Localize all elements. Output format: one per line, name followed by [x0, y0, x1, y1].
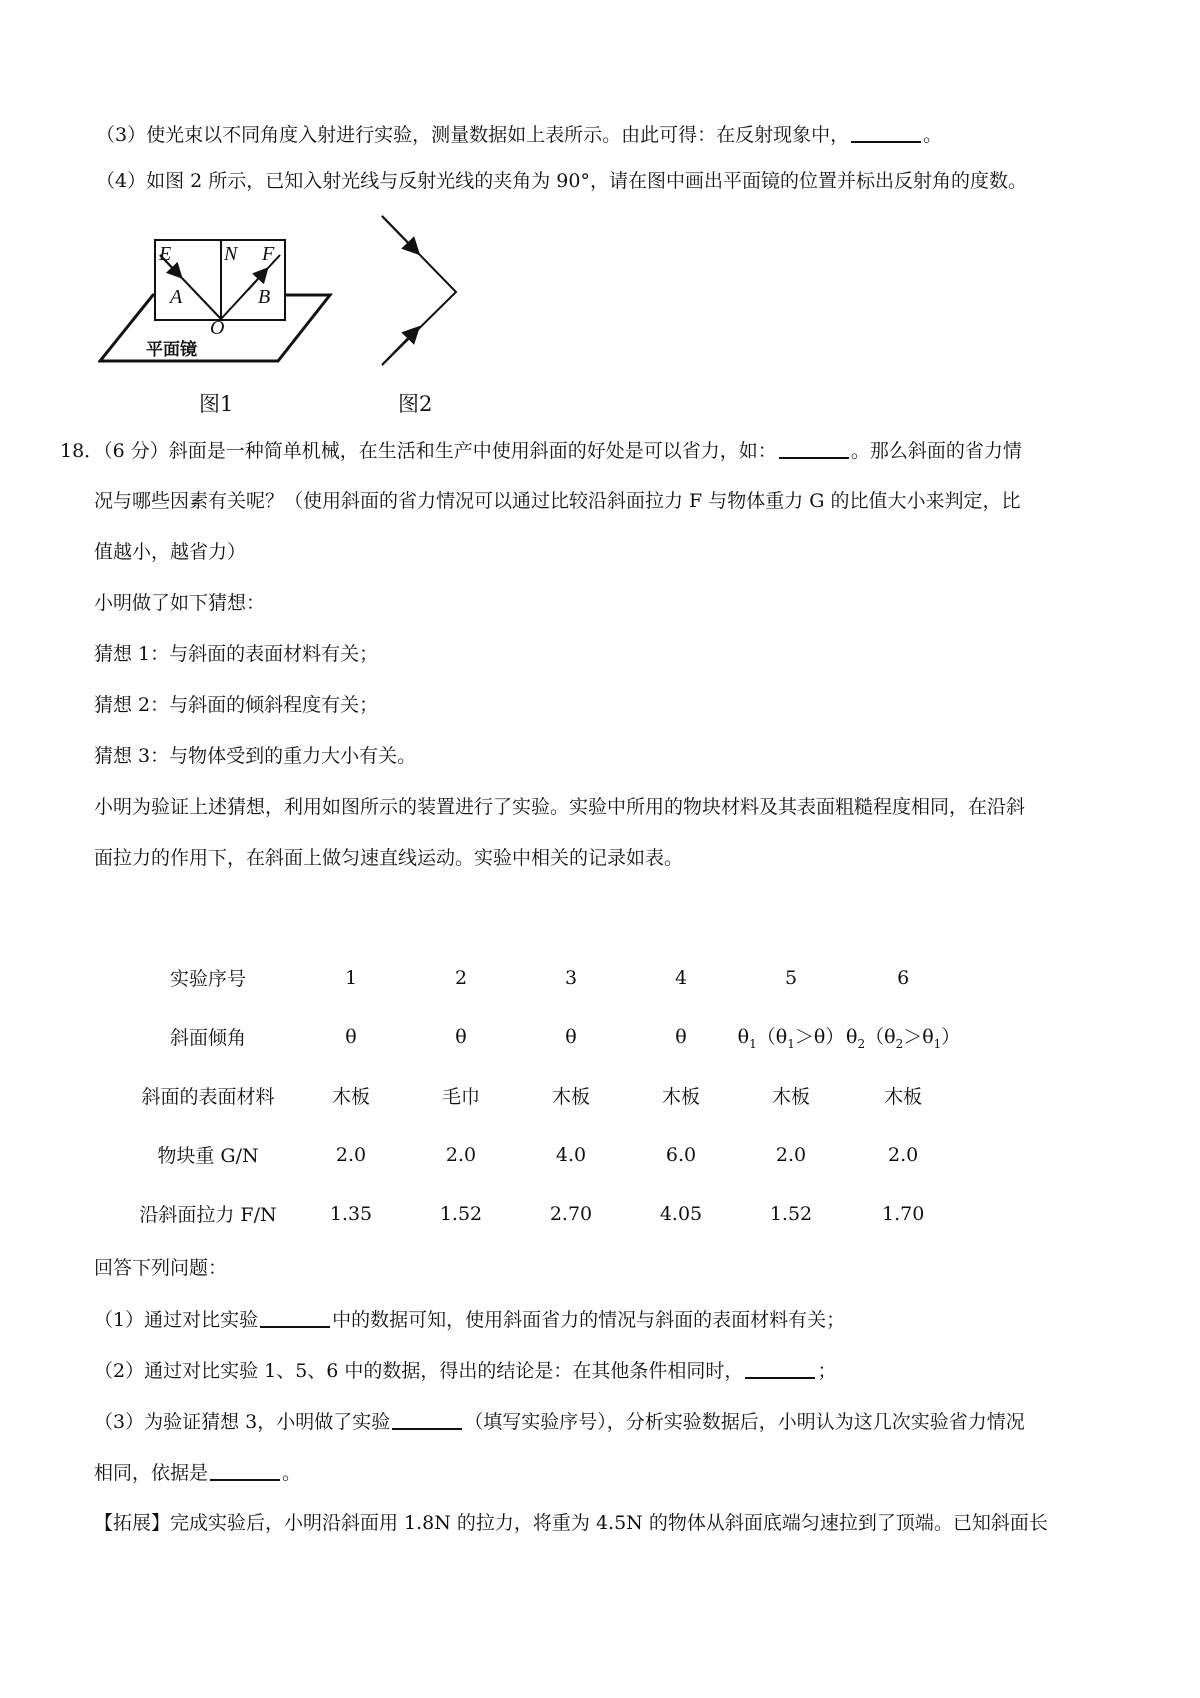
question-3-line: （3）使光束以不同角度入射进行实验，测量数据如上表所示。由此可得：在反射现象中， 。 [96, 121, 942, 148]
table-cell: 木板 [771, 1086, 810, 1108]
row-header: 实验序号 [169, 968, 246, 990]
row-header: 沿斜面拉力 F/N [139, 1204, 277, 1226]
table-row [120, 1066, 960, 1125]
answer-1-line: （1）通过对比实验 中的数据可知，使用斜面省力的情况与斜面的表面材料有关； [94, 1306, 845, 1333]
table-cell-angle-5: $\theta_1(\theta_1>\theta)$ [737, 1026, 845, 1051]
table-cell: 4.05 [659, 1202, 703, 1225]
table-row [120, 1007, 960, 1066]
table-cell: 2.0 [335, 1143, 367, 1166]
table-cell-angle-6: $\theta_2(\theta_2>\theta_1)$ [846, 1026, 961, 1051]
table-cell: θ [345, 1025, 357, 1048]
answer-blank[interactable] [260, 1306, 330, 1328]
reflection-rays [382, 216, 456, 365]
label-F: F [262, 243, 275, 265]
answer-blank[interactable] [779, 437, 849, 459]
guess-1: 猜想 1：与斜面的表面材料有关； [94, 643, 379, 665]
table-cell: 2.0 [445, 1143, 477, 1166]
extension-line: 【拓展】完成实验后，小明沿斜面用 1.8N 的拉力，将重为 4.5N 的物体从斜面底端匀速拉到了顶端。已知斜面长 [94, 1512, 1048, 1534]
table-cell: 2.70 [549, 1202, 593, 1225]
answer-blank[interactable] [745, 1357, 815, 1379]
table-cell: 2 [454, 966, 468, 989]
answers-intro: 回答下列问题： [94, 1257, 228, 1279]
table-row [120, 1184, 960, 1243]
answer-2-line: （2）通过对比实验 1、5、6 中的数据，得出的结论是：在其他条件相同时， ； [94, 1357, 836, 1384]
question-18-line3: 值越小，越省力） [94, 541, 247, 563]
table-cell: 1 [344, 966, 358, 989]
answer-blank[interactable] [210, 1459, 280, 1481]
table-cell: 木板 [331, 1086, 370, 1108]
table-cell: 1.52 [769, 1202, 813, 1225]
table-cell: 1.35 [329, 1202, 373, 1225]
table-cell: 4 [674, 966, 688, 989]
guess-intro: 小明做了如下猜想： [94, 592, 266, 614]
table-cell: 1.52 [439, 1202, 483, 1225]
figure-2-diagram [376, 210, 466, 370]
table-cell: 毛巾 [441, 1086, 480, 1108]
question-18-line2: 况与哪些因素有关呢？（使用斜面的省力情况可以通过比较沿斜面拉力 F 与物体重力 G 的比值大小来判定，比 [94, 490, 1021, 512]
row-header: 斜面的表面材料 [141, 1086, 275, 1108]
table-cell: 4.0 [555, 1143, 587, 1166]
figure-2-caption: 图2 [398, 392, 433, 416]
guess-2: 猜想 2：与斜面的倾斜程度有关； [94, 694, 379, 716]
experiment-line1: 小明为验证上述猜想，利用如图所示的装置进行了实验。实验中所用的物块材料及其表面粗糙程度相同，在沿斜 [94, 796, 1026, 818]
figure-1-caption: 图1 [199, 392, 234, 416]
experiment-line2: 面拉力的作用下，在斜面上做匀速直线运动。实验中相关的记录如表。 [94, 847, 684, 869]
table-row [120, 1125, 960, 1184]
table-cell: 木板 [661, 1086, 700, 1108]
table-cell: 2.0 [888, 1143, 919, 1166]
table-cell: θ [675, 1025, 687, 1048]
experiment-table [120, 948, 960, 1243]
table-cell: 木板 [551, 1086, 590, 1108]
label-A: A [170, 286, 183, 308]
question-18-line1: 18．（6 分）斜面是一种简单机械，在生活和生产中使用斜面的好处是可以省力，如： 。那么斜面的省力情 [60, 437, 1022, 464]
answer-blank[interactable] [851, 121, 921, 143]
guess-3: 猜想 3：与物体受到的重力大小有关。 [94, 745, 417, 767]
answer-3-line2: 相同，依据是 。 [94, 1459, 301, 1486]
mirror-label: 平面镜 [146, 340, 197, 360]
table-cell: 5 [784, 966, 798, 989]
label-B: B [258, 286, 271, 308]
answer-blank[interactable] [392, 1408, 462, 1430]
table-cell: θ [565, 1025, 577, 1048]
table-cell: 3 [564, 966, 578, 989]
table-cell: 2.0 [775, 1143, 807, 1166]
answer-3-line: （3）为验证猜想 3，小明做了实验 （填写实验序号），分析实验数据后，小明认为这几次实验省力情况 [94, 1408, 1025, 1435]
table-cell: 1.70 [882, 1202, 925, 1225]
question-4-line: （4）如图 2 所示，已知入射光线与反射光线的夹角为 90°，请在图中画出平面镜的位置并标出反射角的度数。 [96, 170, 1027, 192]
row-header: 物块重 G/N [157, 1145, 259, 1167]
table-cell: 木板 [884, 1086, 923, 1108]
figure-1-diagram [98, 235, 338, 365]
label-N: N [224, 243, 238, 265]
table-row [120, 948, 960, 1007]
row-header: 斜面倾角 [169, 1027, 246, 1049]
table-cell: 6.0 [665, 1143, 697, 1166]
table-cell: θ [455, 1025, 467, 1048]
label-O: O [210, 317, 225, 339]
table-cell: 6 [897, 966, 910, 989]
label-E: E [159, 243, 172, 265]
